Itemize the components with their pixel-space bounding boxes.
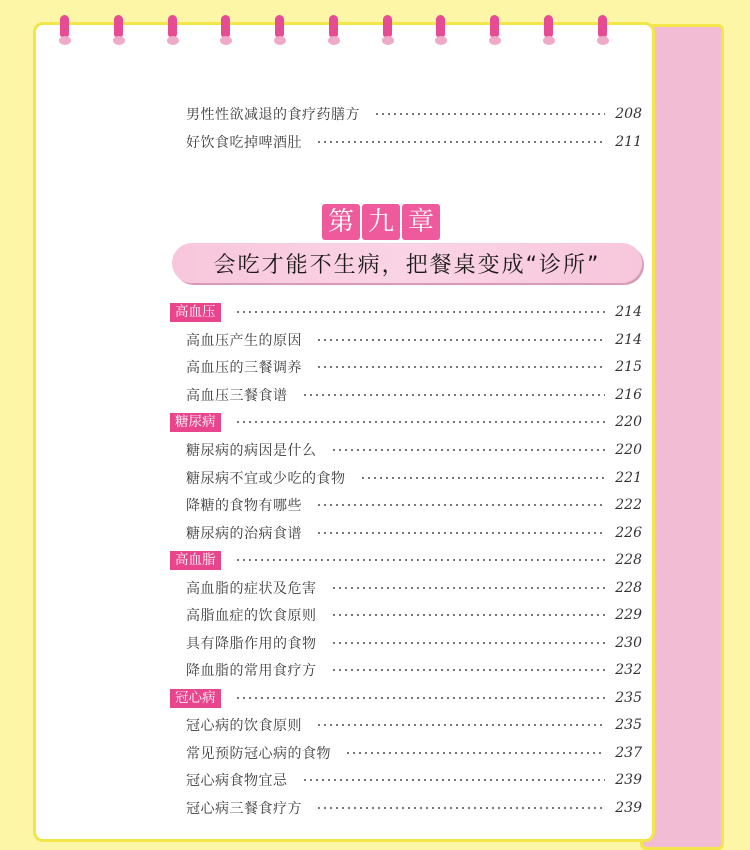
section-tag: 高血脂: [170, 551, 221, 570]
leader-dots: [316, 532, 605, 534]
leader-dots: [316, 141, 605, 143]
toc-section-header[interactable]: [170, 547, 642, 573]
toc-page-number: 232: [615, 662, 642, 678]
spiral-ring-icon: [488, 15, 502, 45]
toc-entry-title: 高脂血症的饮食原则: [186, 608, 317, 624]
toc-entry-title: 男性性欲减退的食疗药膳方: [186, 107, 360, 123]
toc-entry-title: 糖尿病的治病食谱: [186, 526, 302, 542]
spiral-ring-icon: [542, 15, 556, 45]
spiral-ring-icon: [273, 15, 287, 45]
toc-page-number: 229: [615, 607, 642, 623]
section-tag: 糖尿病: [170, 413, 221, 432]
toc-entry[interactable]: [170, 382, 642, 408]
toc-entry-title: 冠心病的饮食原则: [186, 718, 302, 734]
toc-entry[interactable]: [170, 129, 642, 155]
toc-entry-title: 高血压三餐食谱: [186, 388, 288, 404]
toc-section-header[interactable]: [170, 409, 642, 435]
leader-dots: [235, 311, 606, 313]
toc-entry-title: 降糖的食物有哪些: [186, 498, 302, 514]
leader-dots: [302, 779, 606, 781]
leader-dots: [316, 339, 605, 341]
toc-entry-title: 具有降脂作用的食物: [186, 636, 317, 652]
spiral-ring-icon: [596, 15, 610, 45]
toc-entry-title: 好饮食吃掉啤酒肚: [186, 135, 302, 151]
chapter-title-banner: [172, 243, 642, 283]
leader-dots: [345, 752, 605, 754]
toc-entry-title: 高血压产生的原因: [186, 333, 302, 349]
toc-page-number: 237: [615, 745, 642, 761]
toc-entry[interactable]: [170, 657, 642, 683]
chapter-label-char: 九: [362, 204, 400, 240]
toc-page-number: 211: [615, 134, 642, 150]
toc-entry[interactable]: [170, 767, 642, 793]
chapter-label: [322, 204, 440, 240]
toc-page-number: 226: [615, 525, 642, 541]
leader-dots: [360, 477, 606, 479]
toc-entry-title: 冠心病三餐食疗方: [186, 801, 302, 817]
toc-page-number: 214: [615, 332, 642, 348]
toc-page-number: 230: [615, 635, 642, 651]
spiral-ring-icon: [112, 15, 126, 45]
section-tag: 冠心病: [170, 689, 221, 708]
toc-page-number: 220: [615, 414, 642, 430]
spiral-ring-icon: [381, 15, 395, 45]
toc-entry[interactable]: [170, 354, 642, 380]
toc-entry[interactable]: [170, 101, 642, 127]
chapter-label-char: 章: [402, 204, 440, 240]
spiral-binding: [0, 0, 750, 50]
leader-dots: [235, 421, 606, 423]
toc-entry[interactable]: [170, 520, 642, 546]
leader-dots: [331, 614, 606, 616]
toc-page-number: 228: [615, 552, 642, 568]
toc-entry[interactable]: [170, 630, 642, 656]
toc-page-number: 239: [615, 772, 642, 788]
spiral-ring-icon: [58, 15, 72, 45]
toc-entry-title: 常见预防冠心病的食物: [186, 746, 331, 762]
leader-dots: [316, 504, 605, 506]
toc-page-number: 228: [615, 580, 642, 596]
toc-page-number: 239: [615, 800, 642, 816]
toc-entry[interactable]: [170, 712, 642, 738]
toc-page-number: 235: [615, 690, 642, 706]
leader-dots: [331, 449, 606, 451]
leader-dots: [235, 559, 606, 561]
toc-entry[interactable]: [170, 437, 642, 463]
leader-dots: [374, 113, 605, 115]
spiral-ring-icon: [166, 15, 180, 45]
toc-entry[interactable]: [170, 575, 642, 601]
leader-dots: [316, 366, 605, 368]
toc-page-number: 221: [615, 470, 642, 486]
leader-dots: [316, 807, 605, 809]
section-tag: 高血压: [170, 303, 221, 322]
toc-entry-title: 高血压的三餐调养: [186, 360, 302, 376]
spiral-ring-icon: [434, 15, 448, 45]
toc-entry[interactable]: [170, 327, 642, 353]
toc-page-number: 215: [615, 359, 642, 375]
toc-page-number: 235: [615, 717, 642, 733]
leader-dots: [331, 642, 606, 644]
toc-page-number: 214: [615, 304, 642, 320]
leader-dots: [331, 669, 606, 671]
chapter-label-char: 第: [322, 204, 360, 240]
leader-dots: [331, 587, 606, 589]
toc-page-number: 222: [615, 497, 642, 513]
toc-entry[interactable]: [170, 492, 642, 518]
spiral-ring-icon: [327, 15, 341, 45]
leader-dots: [235, 697, 606, 699]
toc-entry[interactable]: [170, 740, 642, 766]
leader-dots: [302, 394, 606, 396]
toc-section-header[interactable]: [170, 685, 642, 711]
toc-entry-title: 冠心病食物宜忌: [186, 773, 288, 789]
chapter-title: 会吃才能不生病，把餐桌变成“诊所”: [213, 252, 601, 278]
spiral-ring-icon: [219, 15, 233, 45]
toc-entry[interactable]: [170, 465, 642, 491]
toc-entry-title: 降血脂的常用食疗方: [186, 663, 317, 679]
toc-page-number: 216: [615, 387, 642, 403]
toc-entry-title: 高血脂的症状及危害: [186, 581, 317, 597]
toc-entry-title: 糖尿病的病因是什么: [186, 443, 317, 459]
toc-section-header[interactable]: [170, 299, 642, 325]
toc-page-number: 208: [615, 106, 642, 122]
toc-entry[interactable]: [170, 795, 642, 821]
toc-entry[interactable]: [170, 602, 642, 628]
toc-page-number: 220: [615, 442, 642, 458]
leader-dots: [316, 724, 605, 726]
toc-entry-title: 糖尿病不宜或少吃的食物: [186, 471, 346, 487]
